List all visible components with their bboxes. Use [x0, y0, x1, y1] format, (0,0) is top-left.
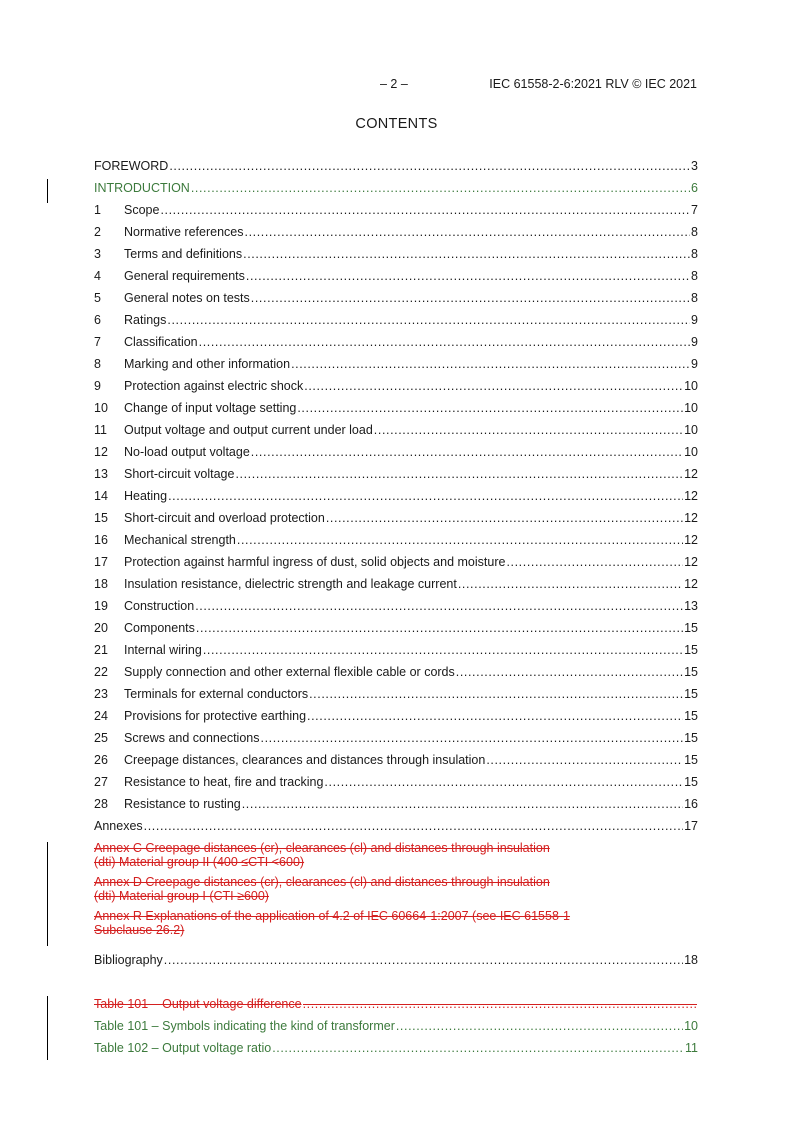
toc-entry-number: 2 [94, 225, 101, 239]
dot-leader [261, 730, 684, 747]
dot-leader [243, 246, 690, 263]
toc-entry-page: 10 [684, 401, 698, 415]
toc-entry[interactable] [94, 378, 698, 395]
dot-leader [307, 708, 683, 725]
toc-entry-page: 12 [684, 511, 698, 525]
toc-entry[interactable] [94, 246, 698, 263]
toc-entry[interactable] [94, 996, 698, 1013]
dot-leader [304, 378, 683, 395]
toc-entry-title: Table 101 – Output voltage difference [94, 997, 302, 1011]
toc-entry[interactable] [94, 422, 698, 439]
deleted-annex-entry[interactable] [94, 875, 698, 903]
toc-entry-page: 15 [684, 709, 698, 723]
toc-entry[interactable] [94, 400, 698, 417]
toc-entry-title: Short-circuit and overload protection [124, 511, 325, 525]
toc-entry-number: 4 [94, 269, 101, 283]
toc-entry-title: Terms and definitions [124, 247, 243, 261]
deleted-annex-title-cont: Subclause 26.2) [94, 923, 185, 937]
dot-leader [203, 642, 683, 659]
toc-entry-title: Marking and other information [124, 357, 291, 371]
toc-entry-number: 21 [94, 643, 108, 657]
toc-entry-page: 9 [691, 357, 698, 371]
toc-entry[interactable] [94, 818, 698, 835]
dot-leader [246, 268, 690, 285]
toc-entry-title: Change of input voltage setting [124, 401, 297, 415]
toc-entry-number: 3 [94, 247, 101, 261]
dot-leader [237, 532, 683, 549]
toc-entry[interactable] [94, 532, 698, 549]
toc-entry-page: 11 [685, 1041, 698, 1055]
toc-entry[interactable] [94, 158, 698, 175]
toc-entry-page: 12 [684, 489, 698, 503]
toc-entry-number: 11 [94, 423, 107, 437]
deleted-annex-title: Annex R Explanations of the application of 4.2 of IEC 60664-1:2007 (see IEC 61558-1 [94, 909, 571, 923]
toc-entry-number: 15 [94, 511, 108, 525]
toc-entry[interactable] [94, 334, 698, 351]
dot-leader [396, 1018, 683, 1035]
toc-entry-page: 12 [684, 467, 698, 481]
toc-entry-page: 6 [691, 181, 698, 195]
dot-leader [168, 488, 683, 505]
toc-entry-number: 13 [94, 467, 108, 481]
toc-entry-number: 23 [94, 687, 108, 701]
toc-entry-title: Resistance to rusting [124, 797, 241, 811]
toc-entry-title: Classification [124, 335, 198, 349]
deleted-annex-title-cont: (dti) Material group I (CTI ≥600) [94, 889, 269, 903]
toc-entry-page: 12 [684, 555, 698, 569]
deleted-annex-title: Annex C Creepage distances (cr), clearances (cl) and distances through insulation [94, 841, 550, 855]
toc-entry-title: Output voltage and output current under load [124, 423, 373, 437]
toc-entry[interactable] [94, 224, 698, 241]
toc-entry[interactable] [94, 356, 698, 373]
toc-entry[interactable] [94, 488, 698, 505]
toc-entry-page: 15 [684, 643, 698, 657]
toc-entry-title: Annexes [94, 819, 143, 833]
toc-entry-title: Protection against harmful ingress of dust, solid objects and moisture [124, 555, 506, 569]
toc-entry-page: 8 [691, 269, 698, 283]
dot-leader [326, 510, 683, 527]
toc-entry-page: 8 [691, 291, 698, 305]
toc-entry-title: Insulation resistance, dielectric strength and leakage current [124, 577, 457, 591]
toc-entry[interactable] [94, 952, 698, 969]
toc-entry[interactable] [94, 752, 698, 769]
toc-entry-page: 16 [684, 797, 698, 811]
toc-entry[interactable] [94, 444, 698, 461]
toc-entry[interactable] [94, 708, 698, 725]
toc-entry-number: 18 [94, 577, 108, 591]
change-bar [47, 842, 48, 946]
toc-entry-number: 25 [94, 731, 108, 745]
toc-entry-number: 28 [94, 797, 108, 811]
toc-entry-number: 24 [94, 709, 108, 723]
toc-entry-title: Creepage distances, clearances and distances through insulation [124, 753, 486, 767]
toc-entry-title: INTRODUCTION [94, 181, 190, 195]
dot-leader [242, 796, 683, 813]
toc-entry-title: General notes on tests [124, 291, 250, 305]
dot-leader [251, 290, 690, 307]
toc-entry[interactable] [94, 180, 698, 197]
dot-leader [506, 554, 683, 571]
toc-entry-title: Provisions for protective earthing [124, 709, 307, 723]
dot-leader [374, 422, 683, 439]
toc-entry-title: General requirements [124, 269, 245, 283]
toc-entry-page: 8 [691, 247, 698, 261]
toc-entry-number: 1 [94, 203, 101, 217]
dot-leader [144, 818, 683, 835]
toc-entry-page: 10 [684, 1019, 698, 1033]
toc-entry-number: 16 [94, 533, 108, 547]
toc-entry-page: 3 [691, 159, 698, 173]
toc-entry-title: Resistance to heat, fire and tracking [124, 775, 324, 789]
dot-leader [291, 356, 690, 373]
toc-entry[interactable] [94, 796, 698, 813]
dot-leader [272, 1040, 684, 1057]
toc-entry-page: 7 [691, 203, 698, 217]
toc-entry[interactable] [94, 642, 698, 659]
toc-entry[interactable] [94, 598, 698, 615]
dot-leader [458, 576, 683, 593]
toc-entry[interactable] [94, 312, 698, 329]
dot-leader [324, 774, 683, 791]
toc-entry-page: 15 [684, 687, 698, 701]
toc-entry-number: 12 [94, 445, 108, 459]
dot-leader [297, 400, 683, 417]
toc-entry-page: 15 [684, 621, 698, 635]
toc-entry[interactable] [94, 620, 698, 637]
toc-entry-number: 8 [94, 357, 101, 371]
page-header [0, 77, 793, 93]
page-number: – 2 – [380, 77, 408, 91]
dot-leader [251, 444, 683, 461]
toc-entry-title: Short-circuit voltage [124, 467, 235, 481]
toc-entry-page: 17 [684, 819, 698, 833]
toc-entry-page: 15 [684, 753, 698, 767]
toc-entry-title: Table 101 – Symbols indicating the kind of transformer [94, 1019, 395, 1033]
deleted-annex-title-cont: (dti) Material group II (400 ≤CTI <600) [94, 855, 305, 869]
dot-leader [164, 952, 683, 969]
toc-entry-title: Scope [124, 203, 160, 217]
toc-entry-title: Table 102 – Output voltage ratio [94, 1041, 272, 1055]
toc-entry-page: 10 [684, 423, 698, 437]
toc-entry-number: 7 [94, 335, 101, 349]
toc-entry-number: 10 [94, 401, 108, 415]
toc-entry-title: Construction [124, 599, 195, 613]
contents-title: CONTENTS [355, 116, 438, 132]
dot-leader [160, 202, 690, 219]
dot-leader [195, 598, 683, 615]
toc-entry-page: 15 [684, 775, 698, 789]
dot-leader [167, 312, 690, 329]
toc-entry-number: 5 [94, 291, 101, 305]
toc-entry-number: 9 [94, 379, 101, 393]
change-bar [47, 179, 48, 203]
toc-entry[interactable] [94, 730, 698, 747]
toc-entry-title: Components [124, 621, 195, 635]
toc-entry[interactable] [94, 774, 698, 791]
toc-entry-title: Mechanical strength [124, 533, 236, 547]
toc-entry-page: 15 [684, 731, 698, 745]
toc-entry[interactable] [94, 1040, 698, 1057]
toc-entry-page: 12 [684, 533, 698, 547]
toc-entry-number: 19 [94, 599, 108, 613]
toc-entry[interactable] [94, 664, 698, 681]
toc-entry[interactable] [94, 686, 698, 703]
toc-entry[interactable] [94, 510, 698, 527]
standard-reference: IEC 61558-2-6:2021 RLV © IEC 2021 [489, 77, 697, 91]
toc-entry-page: 10 [684, 445, 698, 459]
toc-entry-page: 10 [684, 379, 698, 393]
toc-entry[interactable] [94, 202, 698, 219]
toc-entry-title: No-load output voltage [124, 445, 250, 459]
toc-entry[interactable] [94, 290, 698, 307]
toc-entry[interactable] [94, 554, 698, 571]
toc-entry-number: 22 [94, 665, 108, 679]
dot-leader [303, 996, 697, 1013]
toc-entry[interactable] [94, 576, 698, 593]
toc-entry-page: 8 [691, 225, 698, 239]
dot-leader [309, 686, 683, 703]
toc-entry-title: FOREWORD [94, 159, 169, 173]
toc-entry[interactable] [94, 466, 698, 483]
deleted-annex-entry[interactable] [94, 841, 698, 869]
toc-entry-number: 6 [94, 313, 101, 327]
toc-entry-page: 9 [691, 335, 698, 349]
toc-entry-title: Internal wiring [124, 643, 202, 657]
change-bar [47, 996, 48, 1060]
toc-entry-title: Screws and connections [124, 731, 260, 745]
dot-leader [456, 664, 683, 681]
dot-leader [196, 620, 683, 637]
toc-entry[interactable] [94, 268, 698, 285]
toc-entry-title: Protection against electric shock [124, 379, 304, 393]
dot-leader [486, 752, 683, 769]
toc-entry-number: 27 [94, 775, 108, 789]
toc-entry-page: 13 [684, 599, 698, 613]
toc-entry-title: Normative references [124, 225, 244, 239]
toc-entry-title: Ratings [124, 313, 167, 327]
toc-entry-number: 20 [94, 621, 108, 635]
dot-leader [235, 466, 683, 483]
toc-entry-page: 18 [684, 953, 698, 967]
deleted-annex-title: Annex D Creepage distances (cr), clearances (cl) and distances through insulation [94, 875, 550, 889]
toc-entry-number: 14 [94, 489, 108, 503]
toc-entry-number: 17 [94, 555, 108, 569]
toc-entry[interactable] [94, 1018, 698, 1035]
toc-entry-title: Heating [124, 489, 168, 503]
toc-entry-title: Terminals for external conductors [124, 687, 309, 701]
dot-leader [191, 180, 690, 197]
dot-leader [199, 334, 690, 351]
deleted-annex-entry[interactable] [94, 909, 698, 937]
toc-entry-title: Bibliography [94, 953, 163, 967]
toc-entry-page: 9 [691, 313, 698, 327]
toc-entry-title: Supply connection and other external flexible cable or cords [124, 665, 455, 679]
toc-entry-page: 12 [684, 577, 698, 591]
dot-leader [169, 158, 690, 175]
toc-entry-number: 26 [94, 753, 108, 767]
toc-entry-page: 15 [684, 665, 698, 679]
dot-leader [245, 224, 691, 241]
